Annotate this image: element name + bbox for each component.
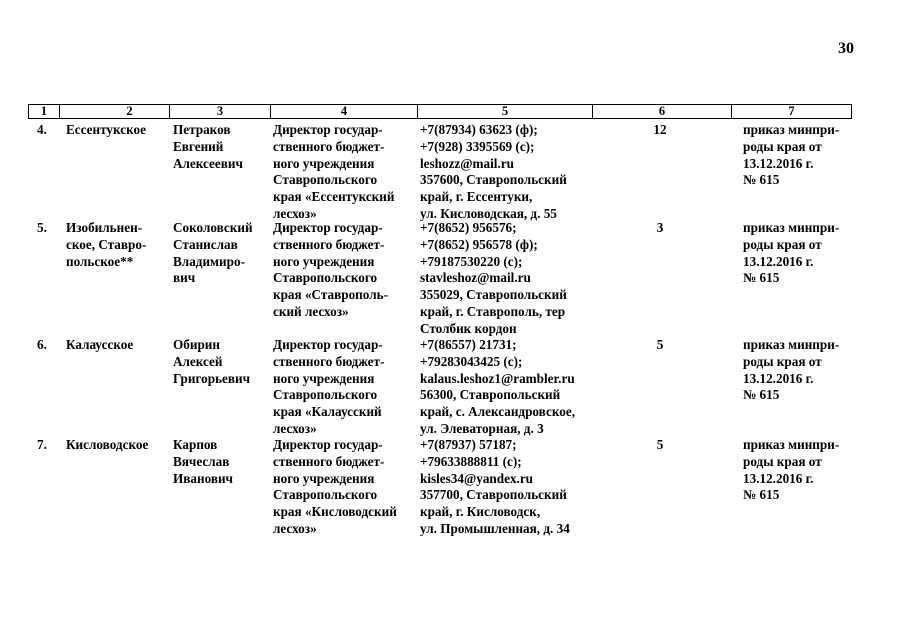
contacts-cell-line: край, г. Кисловодск, (420, 504, 541, 520)
contacts-cell (420, 122, 567, 223)
contacts-cell-line: +79283043425 (с); (420, 353, 523, 369)
contacts-cell-line: +7(928) 3395569 (с); (420, 138, 535, 154)
order-cell (743, 220, 839, 287)
position-cell-line: Директор государ- (273, 122, 383, 137)
contacts-cell-line: +7(87937) 57187; (420, 437, 517, 452)
position-cell-line: края «Ставрополь- (273, 287, 388, 303)
contacts-cell (420, 337, 575, 438)
order-cell-line: 13.12.2016 г. (743, 155, 814, 171)
header-col-1: 1 (40, 104, 48, 118)
person-cell (173, 122, 243, 172)
district-cell (66, 220, 146, 270)
row-number: 5. (37, 220, 47, 235)
position-cell-line: Ставропольского (273, 270, 378, 286)
position-cell-line: ский лесхоз» (273, 303, 349, 319)
order-cell-line: 13.12.2016 г. (743, 370, 814, 386)
position-cell-line: ного учреждения (273, 470, 375, 486)
position-cell-line: ственного бюджет- (273, 138, 385, 154)
person-cell-line: Вячеслав (173, 453, 230, 469)
contacts-cell-line: +79187530220 (с); (420, 253, 523, 269)
order-cell-line: роды края от (743, 353, 822, 369)
header-col-6: 6 (658, 104, 666, 118)
position-cell-line: лесхоз» (273, 520, 317, 536)
person-cell (173, 220, 253, 287)
position-cell-line: Ставропольского (273, 387, 378, 403)
district-cell (66, 337, 133, 354)
person-cell-line: Обирин (173, 337, 220, 352)
order-cell (743, 122, 839, 189)
position-cell-line: ственного бюджет- (273, 353, 385, 369)
contacts-cell-line: leshozz@mail.ru (420, 155, 514, 171)
contacts-cell-line: +7(86557) 21731; (420, 337, 517, 352)
person-cell-line: Григорьевич (173, 370, 251, 386)
person-cell (173, 337, 250, 387)
count-cell: 5 (656, 437, 664, 452)
order-cell-line: роды края от (743, 138, 822, 154)
district-cell-line: польское** (66, 253, 134, 269)
district-cell-line: Кисловодское (66, 437, 149, 452)
order-cell-line: приказ минпри- (743, 122, 840, 137)
contacts-cell-line: 355029, Ставропольский (420, 287, 567, 303)
contacts-cell-line: ул. Кисловодская, д. 55 (420, 205, 557, 221)
person-cell-line: Станислав (173, 236, 238, 252)
position-cell (273, 220, 388, 321)
contacts-cell (420, 220, 567, 338)
order-cell-line: приказ минпри- (743, 337, 840, 352)
header-col-5: 5 (501, 104, 509, 118)
contacts-cell-line: stavleshoz@mail.ru (420, 270, 531, 286)
order-cell (743, 437, 839, 504)
position-cell-line: Ставропольского (273, 172, 378, 188)
position-cell (273, 122, 394, 223)
header-col-2: 2 (126, 104, 133, 118)
position-cell-line: края «Калаусский (273, 404, 382, 420)
position-cell-line: края «Ессентукский (273, 189, 395, 205)
order-cell-line: № 615 (743, 270, 780, 286)
person-cell-line: вич (173, 270, 196, 286)
count-cell: 12 (653, 122, 667, 137)
order-cell-line: роды края от (743, 236, 822, 252)
row-number: 7. (37, 437, 47, 452)
district-cell-line: ское, Ставро- (66, 236, 147, 252)
row-number: 6. (37, 337, 47, 352)
district-cell-line: Калаусское (66, 337, 134, 352)
order-cell-line: 13.12.2016 г. (743, 470, 814, 486)
contacts-cell-line: край, с. Александровское, (420, 404, 575, 420)
person-cell-line: Владимиро- (173, 253, 245, 269)
position-cell-line: ственного бюджет- (273, 236, 385, 252)
order-cell-line: № 615 (743, 387, 780, 403)
person-cell-line: Соколовский (173, 220, 253, 235)
table-header-row (28, 104, 852, 119)
contacts-cell-line: kalaus.leshoz1@rambler.ru (420, 370, 575, 386)
header-col-3: 3 (216, 104, 224, 118)
position-cell-line: ственного бюджет- (273, 453, 385, 469)
position-cell (273, 437, 397, 538)
order-cell-line: приказ минпри- (743, 220, 840, 235)
contacts-cell-line: ул. Элеваторная, д. 3 (420, 420, 544, 436)
person-cell-line: Алексей (173, 353, 223, 369)
contacts-cell-line: 56300, Ставропольский (420, 387, 561, 403)
order-cell (743, 337, 839, 404)
position-cell-line: ного учреждения (273, 155, 375, 171)
position-cell-line: ного учреждения (273, 370, 375, 386)
district-cell-line: Ессентукское (66, 122, 147, 137)
position-cell-line: Директор государ- (273, 337, 383, 352)
position-cell-line: Директор государ- (273, 437, 383, 452)
contacts-cell-line: край, г. Ессентуки, (420, 189, 533, 205)
row-number: 4. (37, 122, 47, 137)
person-cell-line: Петраков (173, 122, 231, 137)
order-cell-line: роды края от (743, 453, 822, 469)
contacts-cell-line: ул. Промышленная, д. 34 (420, 520, 570, 536)
order-cell-line: 13.12.2016 г. (743, 253, 814, 269)
contacts-cell-line: +7(8652) 956576; (420, 220, 517, 235)
contacts-cell-line: Столбик кордон (420, 320, 517, 336)
order-cell-line: приказ минпри- (743, 437, 840, 452)
position-cell-line: ного учреждения (273, 253, 375, 269)
position-cell-line: лесхоз» (273, 205, 317, 221)
contacts-cell-line: край, г. Ставрополь, тер (420, 303, 566, 319)
contacts-cell-line: 357600, Ставропольский (420, 172, 567, 188)
header-col-7: 7 (788, 104, 795, 118)
position-cell-line: края «Кисловодский (273, 504, 397, 520)
contacts-cell-line: +79633888811 (с); (420, 453, 522, 469)
person-cell (173, 437, 233, 487)
person-cell-line: Алексеевич (173, 155, 243, 171)
district-cell (66, 122, 146, 139)
order-cell-line: № 615 (743, 487, 780, 503)
position-cell-line: Ставропольского (273, 487, 378, 503)
position-cell (273, 337, 384, 438)
count-cell: 3 (656, 220, 664, 235)
position-cell-line: лесхоз» (273, 420, 317, 436)
header-col-4: 4 (340, 104, 348, 118)
count-cell: 5 (656, 337, 664, 352)
position-cell-line: Директор государ- (273, 220, 383, 235)
contacts-cell-line: +7(8652) 956578 (ф); (420, 236, 538, 252)
contacts-cell-line: kisles34@yandex.ru (420, 470, 534, 486)
contacts-cell-line: 357700, Ставропольский (420, 487, 567, 503)
person-cell-line: Карпов (173, 437, 218, 452)
district-cell-line: Изобильнен- (66, 220, 143, 235)
district-cell (66, 437, 148, 454)
page-number: 30 (838, 40, 854, 57)
contacts-cell-line: +7(87934) 63623 (ф); (420, 122, 538, 137)
order-cell-line: № 615 (743, 172, 780, 188)
contacts-cell (420, 437, 570, 538)
person-cell-line: Евгений (173, 138, 224, 154)
person-cell-line: Иванович (173, 470, 233, 486)
